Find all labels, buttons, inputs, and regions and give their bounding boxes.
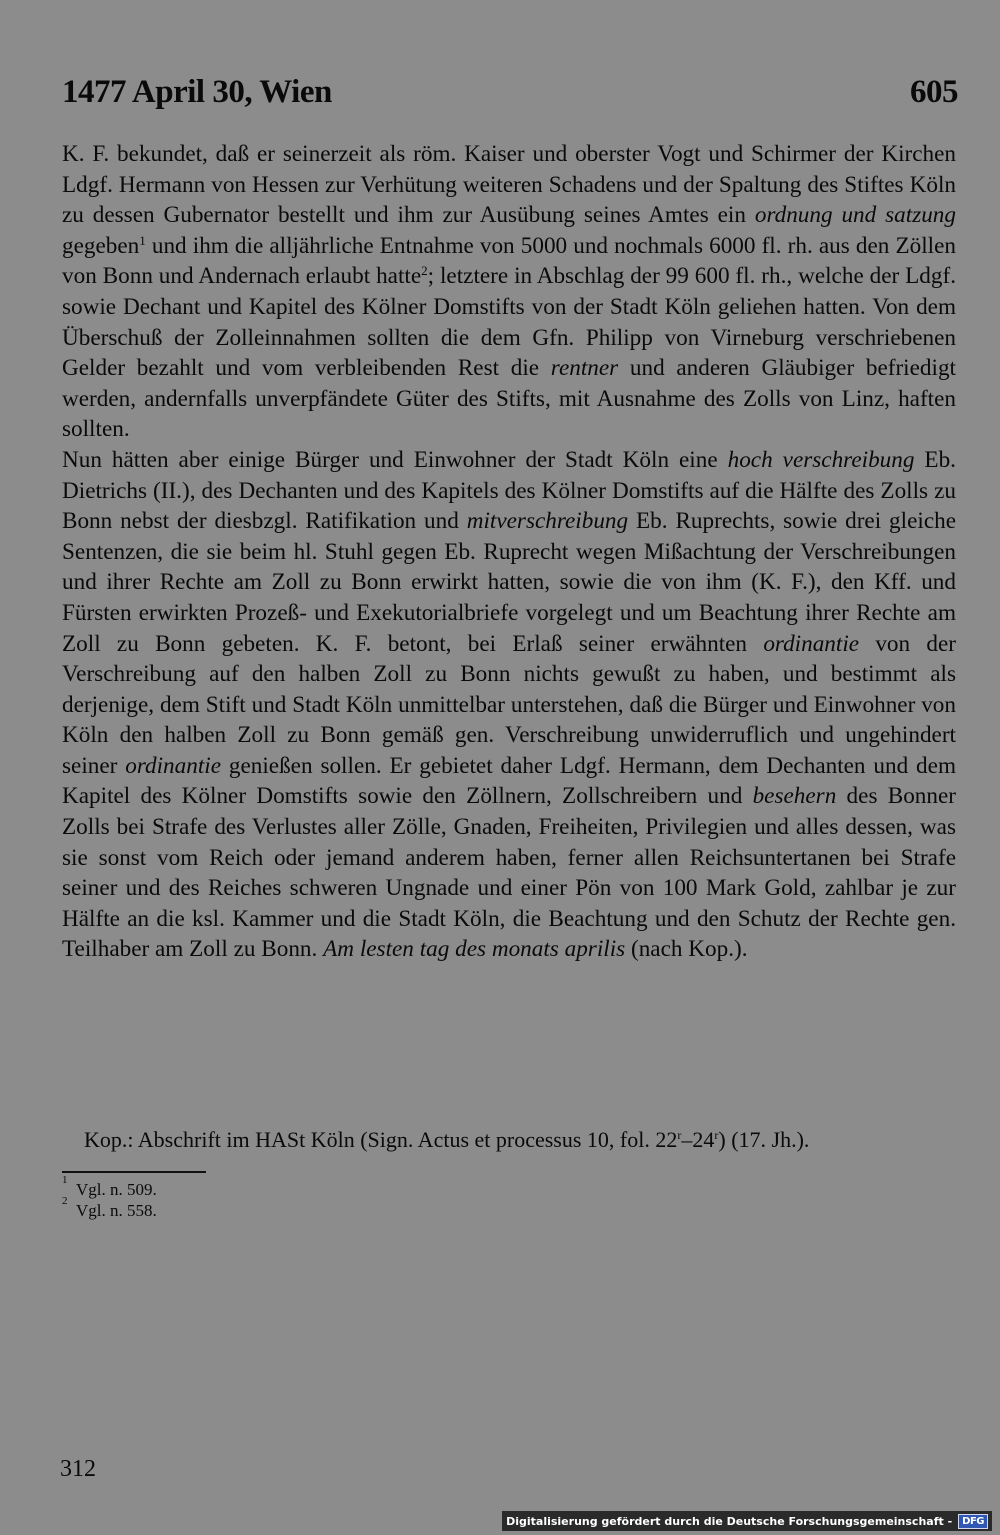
italic-term: rentner (550, 355, 619, 382)
text-run: ) (17. Jh.). (718, 1127, 810, 1152)
footnote-ref-2[interactable]: 2 (421, 263, 428, 279)
page-number: 312 (60, 1456, 96, 1482)
italic-term: ordinantie (763, 630, 860, 657)
italic-term: mitverschreibung (466, 508, 629, 535)
footnote-1 (62, 1174, 157, 1200)
date-place-heading: 1477 April 30, Wien (62, 74, 332, 110)
footnote-divider (62, 1171, 206, 1173)
dfg-funding-text: Digitalisierung gefördert durch die Deutsche Forschungsgemeinschaft - (506, 1514, 953, 1528)
paragraph-1 (62, 139, 956, 445)
footnote-text: Vgl. n. 509. (76, 1180, 157, 1199)
text-run: des Bonner Zolls bei Strafe des Verlustes aller Zölle, Gnaden, Freiheiten, Privilegien und alles dessen, was sie sonst vom Reich oder jemand anderem haben, ferner allen Reichsuntertanen bei Strafe seiner und des Reiches schweren Ungnade und einer Pön von 100 Mark Gold, zahlbar je zur Hälfte an die ksl. Kammer und die Stadt Köln, die Beachtung und den Schutz der Rechte gen. Teilhaber am Zoll zu Bonn. (62, 783, 956, 963)
text-run: –24 (681, 1127, 715, 1152)
footnote-mark: 2 (62, 1195, 68, 1207)
text-run: und anderen Gläubiger befriedigt werden, andernfalls unverpfändete Güter des Stifts, mit Ausnahme des Zolls von Linz, haften sollten. (62, 355, 956, 443)
text-run: ; letztere in Abschlag der 99 600 fl. rh., welche der Ldgf. sowie Dechant und Kapitel des Kölner Domstifts von der Stadt Köln geliehen hatten. Von dem Überschuß der Zolleinnahmen sollten die dem Gfn. Philipp von Virneburg verschriebenen Gelder bezahlt und vom verbleibenden Rest die (62, 263, 956, 382)
text-run: Kop.: Abschrift im HASt Köln (Sign. Actus et processus 10, fol. 22 (84, 1127, 678, 1152)
dfg-logo-icon: DFG (958, 1514, 988, 1529)
page-header (62, 74, 958, 118)
recto-mark: r (677, 1128, 682, 1142)
text-run: gegeben (62, 232, 140, 259)
text-run: (nach Kop.). (625, 936, 748, 963)
text-run: und ihm die alljährliche Entnahme von 5000 und nochmals 6000 fl. rh. aus den Zöllen von Bonn und Andernach erlaubt hatte (62, 232, 956, 290)
regest-body (62, 139, 956, 965)
source-note (84, 1125, 809, 1155)
footnote-mark: 1 (62, 1174, 68, 1186)
paragraph-2 (62, 445, 956, 965)
footnotes (62, 1174, 157, 1221)
italic-term: besehern (752, 783, 837, 810)
text-run: Eb. Ruprechts, sowie drei gleiche Sentenzen, die sie beim hl. Stuhl gegen Eb. Ruprecht wegen Mißachtung der Verschreibungen und ihrer Rechte am Zoll zu Bonn erwirkt hatten, sowie die von ihm (K. F.), den Kff. und Fürsten erwirkten Prozeß- und Exekutorialbriefe vorgelegt und um Beachtung ihrer Rechte am Zoll zu Bonn gebeten. K. F. betont, bei Erlaß seiner erwähnten (62, 508, 956, 657)
text-run: genießen sollen. Er gebietet daher Ldgf. Hermann, dem Dechanten und dem Kapitel des Kölner Domstifts sowie den Zöllnern, Zollschreibern und (62, 752, 956, 810)
document-number: 605 (910, 74, 958, 110)
italic-dating-clause: Am lesten tag des monats aprilis (323, 936, 626, 963)
text-run: Nun hätten aber einige Bürger und Einwohner der Stadt Köln eine (62, 446, 728, 473)
italic-term: ordinantie (125, 752, 221, 779)
dfg-funding-banner[interactable] (502, 1511, 992, 1531)
footnote-2 (62, 1195, 157, 1221)
recto-mark: r (714, 1128, 719, 1142)
italic-term: hoch verschreibung (727, 446, 915, 473)
text-run: Eb. Dietrichs (II.), des Dechanten und des Kapitels des Kölner Domstifts auf die Hälfte des Zolls zu Bonn nebst der diesbzgl. Ratifikation und (62, 446, 956, 535)
text-run: K. F. bekundet, daß er seinerzeit als röm. Kaiser und oberster Vogt und Schirmer der Kirchen Ldgf. Hermann von Hessen zur Verhütung weiteren Schadens und der Spaltung des Stiftes Köln zu dessen Gubernator bestellt und ihm zur Ausübung seines Amtes ein (62, 141, 956, 229)
footnote-ref-1[interactable]: 1 (139, 232, 146, 248)
italic-term: ordnung und satzung (754, 202, 956, 229)
footnote-text: Vgl. n. 558. (76, 1201, 157, 1220)
text-run: von der Verschreibung auf den halben Zoll zu Bonn nichts gewußt zu haben, und bestimmt als derjenige, dem Stift und Stadt Köln unmittelbar unterstehen, daß die Bürger und Einwohner von Köln den halben Zoll zu Bonn gemäß gen. Verschreibung unwiderruflich und ungehindert seiner (62, 630, 957, 779)
